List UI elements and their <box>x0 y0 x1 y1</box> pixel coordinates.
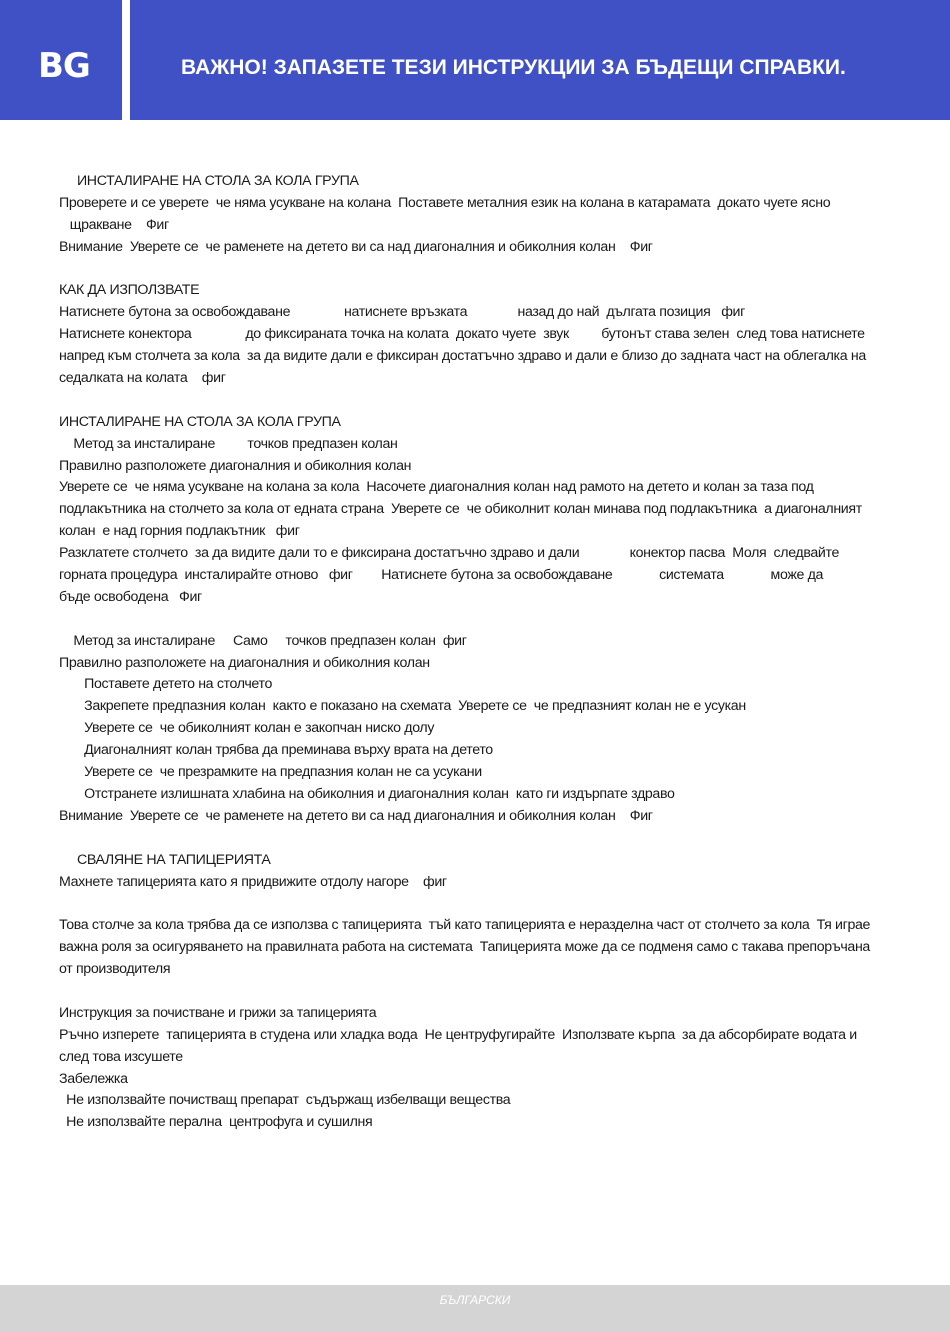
text-line: седалката на колата фиг <box>59 370 226 387</box>
text-line: КАК ДА ИЗПОЛЗВАТЕ <box>59 282 200 299</box>
text-line: Това столче за кола трябва да се използва с тапицерията тъй като тапицерията е неразделна част от столчето за кола Тя играе <box>59 917 871 934</box>
text-line: ИНСТАЛИРАНЕ НА СТОЛА ЗА КОЛА ГРУПА <box>59 413 341 430</box>
text-line: важна роля за осигуряването на правилната работа на системата Тапицерията може да се подменя само с такава препоръчана <box>59 939 870 956</box>
instructions-body <box>59 171 899 1134</box>
text-line: след това изсушете <box>59 1048 183 1065</box>
text-line: Внимание Уверете се че раменете на детето ви са над диагоналния и обиколния колан Фиг <box>59 807 653 824</box>
text-line: горната процедура инсталирайте отново фиг Натиснете бутона за освобождаване системата може да <box>59 567 824 584</box>
text-line: Поставете детето на столчето <box>59 676 273 693</box>
text-line: колан е над горния подлакътник фиг <box>59 523 300 540</box>
text-line: Метод за инсталиране точков предпазен колан <box>59 435 398 452</box>
text-line: Инструкция за почистване и грижи за тапицерията <box>59 1004 377 1021</box>
text-line: ИНСТАЛИРАНЕ НА СТОЛА ЗА КОЛА ГРУПА <box>59 173 359 189</box>
text-line: Метод за инсталиране Само точков предпазен колан фиг <box>59 632 467 649</box>
text-line: Не използвайте перална центрофуга и сушилня <box>59 1114 373 1131</box>
blank-line <box>59 981 899 1003</box>
text-line: Диагоналният колан трябва да преминава върху врата на детето <box>59 742 493 759</box>
text-line: СВАЛЯНЕ НА ТАПИЦЕРИЯТА <box>59 851 271 868</box>
language-code: BG <box>38 46 90 86</box>
text-line: Правилно разположете на диагоналния и обиколния колан <box>59 654 430 671</box>
text-line: Разклатете столчето за да видите дали то е фиксирана достатъчно здраво и дали конектор пасва Моля следвайте <box>59 545 840 562</box>
footer-language-label: БЪЛГАРСКИ <box>439 1293 511 1307</box>
header-divider <box>122 0 130 120</box>
text-line: Забележка <box>59 1070 128 1087</box>
text-line: Уверете се че обиколният колан е закопчан ниско долу <box>59 720 435 737</box>
page-header <box>0 0 950 120</box>
text-line: Натиснете бутона за освобождаване натиснете връзката назад до най дългата позиция фиг <box>59 304 745 321</box>
text-line: Не използвайте почистващ препарат съдържащ избелващи вещества <box>59 1092 511 1109</box>
text-line: от производителя <box>59 961 171 978</box>
text-line: Отстранете излишната хлабина на обиколния и диагоналния колан като ги издърпате здраво <box>59 785 675 802</box>
text-line: Уверете се че няма усукване на колана за кола Насочете диагоналния колан над рамото на детето и колан за таза под <box>59 479 814 496</box>
blank-line <box>59 893 899 915</box>
text-line: подлакътника на столчето за кола от едната страна Уверете се че обиколнит колан минава под подлакътника а диагоналният <box>59 501 862 518</box>
text-line: Правилно разположете диагоналния и обиколния колан <box>59 457 412 474</box>
header-title: ВАЖНО! ЗАПАЗЕТЕ ТЕЗИ ИНСТРУКЦИИ ЗА БЪДЕЩИ СПРАВКИ. <box>181 56 846 79</box>
text-line: Ръчно изперете тапицерията в студена или хладка вода Не центруфугирайте Използвате кърпа за да абсорбирате водата и <box>59 1026 857 1043</box>
text-line: Махнете тапицерията като я придвижите отдолу нагоре фиг <box>59 873 447 890</box>
text-line: бъде освободена Фиг <box>59 588 202 605</box>
text-line: Внимание Уверете се че раменете на детето ви са над диагоналния и обиколния колан Фиг <box>59 238 653 255</box>
blank-line <box>59 609 899 631</box>
page-footer <box>0 1285 950 1332</box>
text-line: напред към столчета за кола за да видите дали е фиксиран достатъчно здраво и дали е близо до задната част на облегалка на <box>59 348 866 365</box>
text-line: Натиснете конектора до фиксираната точка на колата докато чуете звук бутонът става зелен след това натиснете <box>59 326 865 343</box>
blank-line <box>59 390 899 412</box>
text-line: Уверете се че презрамките на предпазния колан не са усукани <box>59 764 482 781</box>
blank-line <box>59 828 899 850</box>
language-badge <box>0 0 122 120</box>
blank-line <box>59 259 899 281</box>
text-line: щракване Фиг <box>59 216 169 233</box>
text-line: Закрепете предпазния колан както е показано на схемата Уверете се че предпазният колан не е усукан <box>59 698 746 715</box>
text-line: Проверете и се уверете че няма усукване на колана Поставете металния език на колана в катарамата докато чуете ясно <box>59 194 831 211</box>
